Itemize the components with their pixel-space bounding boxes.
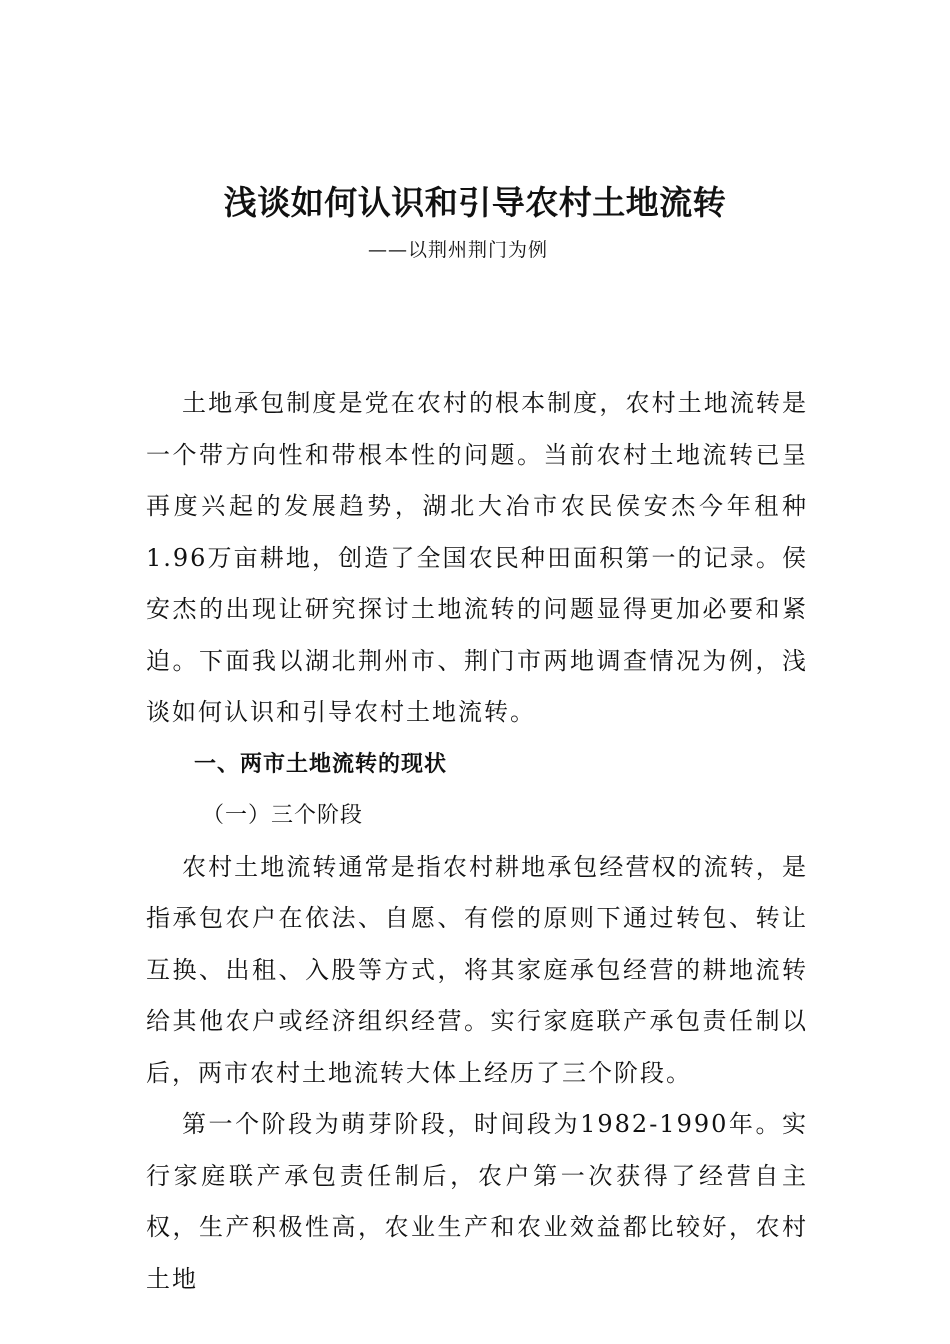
paragraph-definition: 农村土地流转通常是指农村耕地承包经营权的流转，是指承包农户在依法、自愿、有偿的原则下通过转包、转让互换、出租、入股等方式，将其家庭承包经营的耕地流转给其他农户或经济组织经营。实行家庭联产承包责任制以后，两市农村土地流转大体上经历了三个阶段。 (146, 852, 808, 1087)
subsection-heading: （一）三个阶段 (202, 803, 364, 828)
section-heading: 一、两市土地流转的现状 (194, 751, 448, 777)
paragraph-intro: 土地承包制度是党在农村的根本制度，农村土地流转是一个带方向性和带根本性的问题。当前农村土地流转已呈再度兴起的发展趋势，湖北大冶市农民侯安杰今年租种1.96万亩耕地，创造了全国农民种田面积第一的记录。侯安杰的出现让研究探讨土地流转的问题显得更加必要和紧迫。下面我以湖北荆州市、荆门市两地调查情况为例，浅谈如何认识和引导农村土地流转。 (146, 389, 808, 726)
paragraph-stage-one: 第一个阶段为萌芽阶段，时间段为1982-1990年。实行家庭联产承包责任制后，农户第一次获得了经营自主权，生产积极性高，农业生产和农业效益都比较好，农村土地 (146, 1110, 808, 1293)
document-body (146, 378, 808, 1305)
document-title: 浅谈如何认识和引导农村土地流转 (223, 183, 727, 222)
document-subtitle: ——以荆州荆门为例 (368, 239, 549, 261)
